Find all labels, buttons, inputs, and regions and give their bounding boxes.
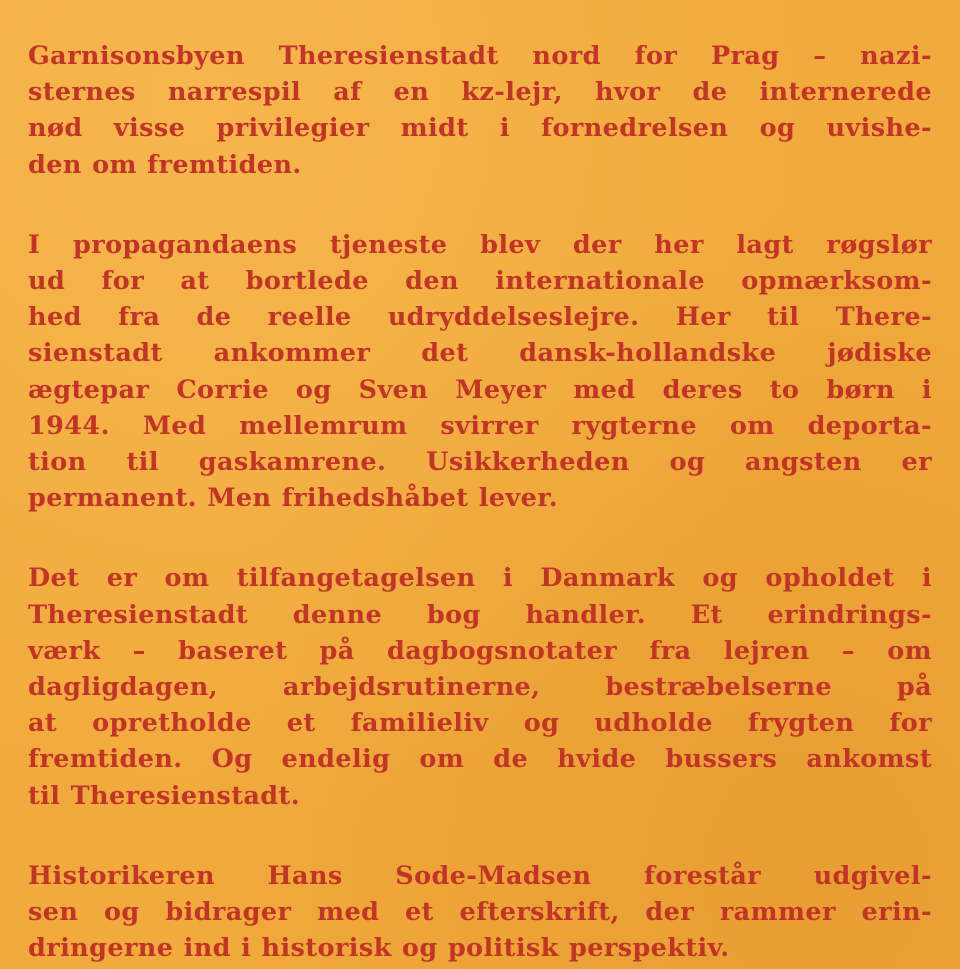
text-line: dringerne ind i historisk og politisk perspektiv. <box>28 933 730 964</box>
blurb-paragraph-3 <box>28 560 932 813</box>
text-line: sen og bidrager med et efterskrift, der rammer erin- <box>28 897 932 928</box>
text-line: Garnisonsbyen Theresienstadt nord for Prag – nazi- <box>28 41 932 71</box>
text-line: til Theresienstadt. <box>28 780 300 811</box>
text-line: den om fremtiden. <box>28 149 302 180</box>
text-line: Det er om tilfangetagelsen i Danmark og opholdet i <box>28 563 932 594</box>
text-line: sternes narrespil af en kz-lejr, hvor de internerede <box>28 77 932 108</box>
text-line: I propagandaens tjeneste blev der her lagt røgslør <box>28 229 932 260</box>
text-line: ud for at bortlede den internationale opmærksom- <box>28 266 932 297</box>
text-line: at opretholde et familieliv og udholde frygten for <box>28 708 932 739</box>
text-line: værk – baseret på dagbogsnotater fra lejren – om <box>28 635 932 666</box>
blurb-paragraph-4 <box>28 858 932 967</box>
text-line: sienstadt ankommer det dansk-hollandske jødiske <box>28 338 932 369</box>
text-line: tion til gaskamrene. Usikkerheden og angsten er <box>28 447 932 478</box>
text-line: permanent. Men frihedshåbet lever. <box>28 483 559 514</box>
text-line: fremtiden. Og endelig om de hvide bussers ankomst <box>28 744 932 775</box>
text-line: Theresienstadt denne bog handler. Et erindrings- <box>28 599 932 630</box>
text-line: ægtepar Corrie og Sven Meyer med deres to børn i <box>28 374 932 405</box>
text-line: hed fra de reelle udryddelseslejre. Her til There- <box>28 302 932 333</box>
text-line: nød visse privilegier midt i fornedrelsen og uvishe- <box>28 113 932 144</box>
blurb-paragraph-2 <box>28 227 932 517</box>
text-line: 1944. Med mellemrum svirrer rygterne om deporta- <box>28 410 932 441</box>
text-line: Historikeren Hans Sode-Madsen forestår udgivel- <box>28 860 932 891</box>
blurb-paragraph-1 <box>28 38 932 183</box>
text-line: dagligdagen, arbejdsrutinerne, bestræbelserne på <box>28 672 932 703</box>
